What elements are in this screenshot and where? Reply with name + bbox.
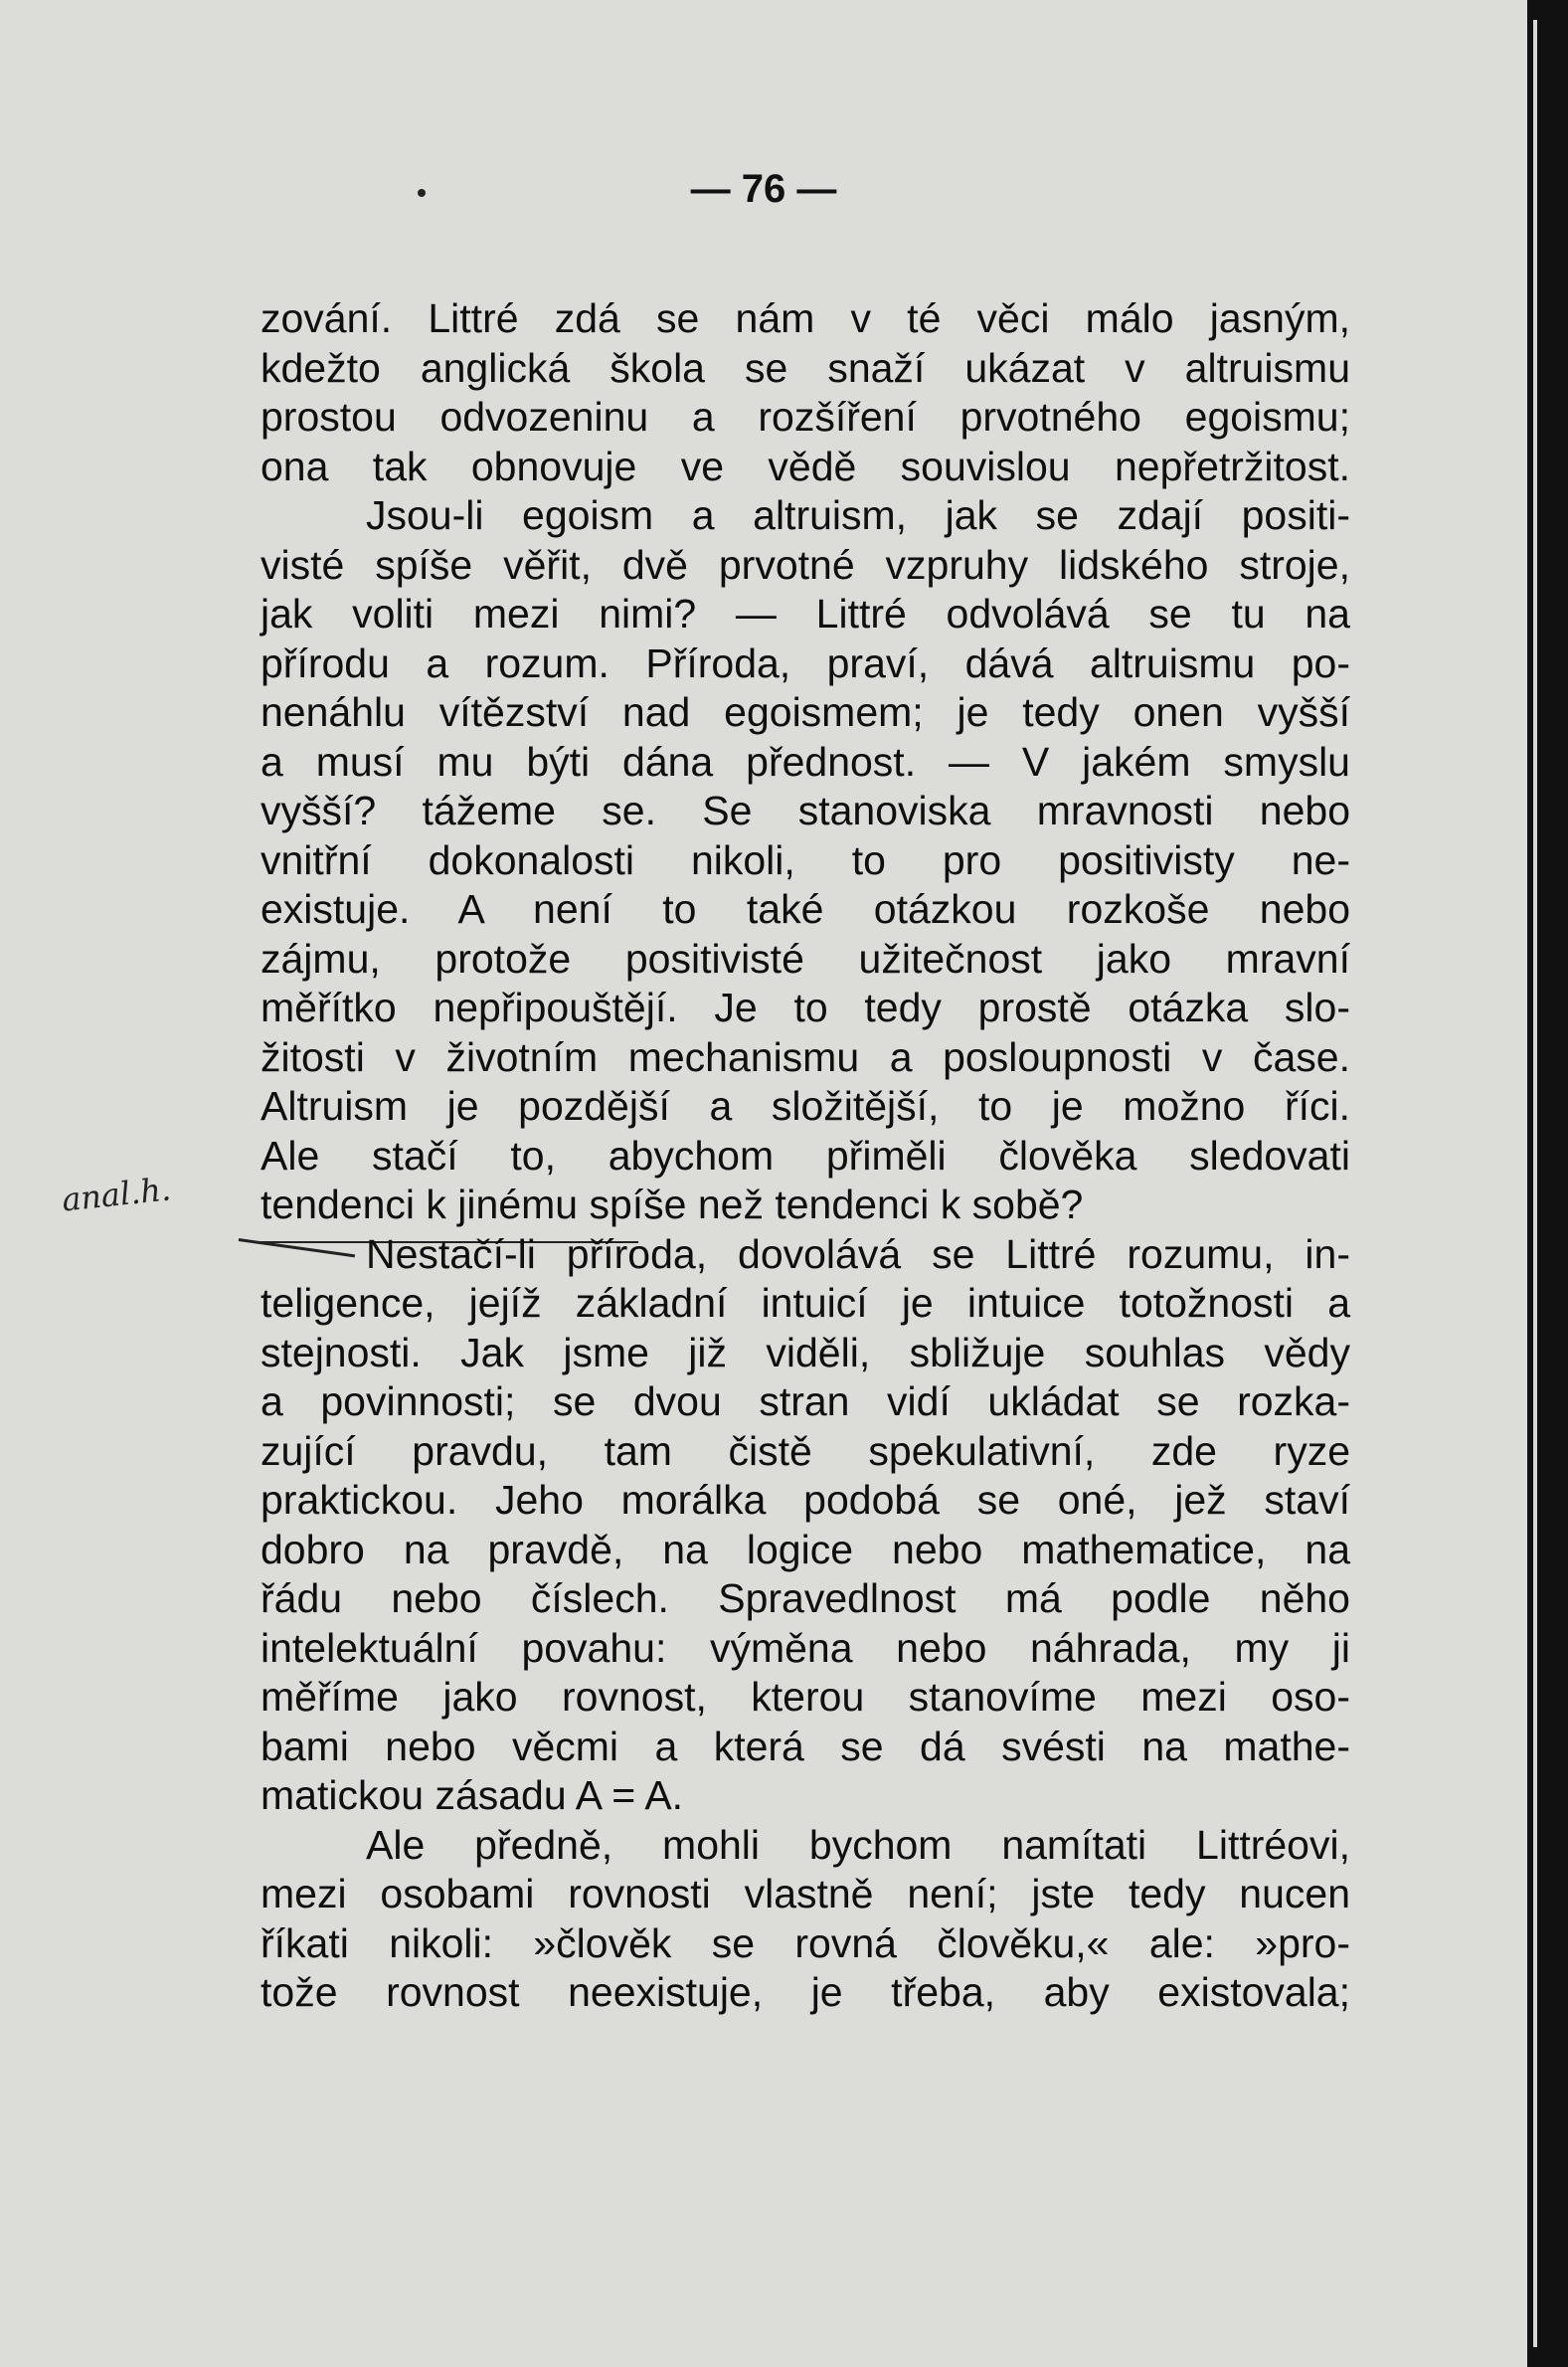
text-line: měřítko nepřipouštějí. Je to tedy prostě otázka slo-: [261, 985, 1350, 1030]
text-line: přírodu a rozum. Příroda, praví, dává altruismu po-: [261, 639, 1350, 686]
text-line: Nestačí-li příroda, dovolává se Littré rozumu, in-: [366, 1230, 1350, 1277]
text-line: řádu nebo číslech. Spravedlnost má podle něho: [261, 1575, 1350, 1621]
text-line: teligence, jejíž základní intuicí je intuice totožnosti a: [261, 1280, 1350, 1326]
text-line: vnitřní dokonalosti nikoli, to pro positivisty ne-: [261, 836, 1350, 883]
text-line: a musí mu býti dána přednost. — V jakém smyslu: [261, 738, 1350, 785]
text-line: tože rovnost neexistuje, je třeba, aby existovala;: [261, 1969, 1350, 2015]
text-line: kdežto anglická škola se snaží ukázat v altruismu: [261, 344, 1350, 391]
text-line: praktickou. Jeho morálka podobá se oné, jež staví: [261, 1477, 1350, 1523]
text-line: bami nebo věcmi a která se dá svésti na mathe-: [261, 1723, 1350, 1769]
text-line: říkati nikoli: »člověk se rovná člověku,« ale: »pro-: [261, 1919, 1350, 1966]
text-line: intelektuální povahu: výměna nebo náhrada, my ji: [261, 1624, 1350, 1671]
text-line: měříme jako rovnost, kterou stanovíme mezi oso-: [261, 1674, 1350, 1720]
text-line: zující pravdu, tam čistě spekulativní, zde ryze: [261, 1427, 1350, 1474]
text-line: dobro na pravdě, na logice nebo mathematice, na: [261, 1526, 1350, 1572]
text-line: zájmu, protože positivisté užitečnost jako mravní: [261, 935, 1350, 982]
text-line: existuje. A není to také otázkou rozkoše nebo: [261, 886, 1350, 932]
text-line: mezi osobami rovnosti vlastně není; jste tedy nucen: [261, 1871, 1350, 1916]
text-line: vyšší? tážeme se. Se stanoviska mravnosti nebo: [261, 788, 1350, 833]
page-number: — 76 —: [690, 167, 837, 211]
text-line: Ale stačí to, abychom přiměli člověka sledovati: [261, 1132, 1350, 1179]
text-line: matickou zásadu A = A.: [261, 1772, 684, 1818]
text-line: zování. Littré zdá se nám v té věci málo jasným,: [261, 295, 1350, 341]
text-line: jak voliti mezi nimi? — Littré odvolává se tu na: [261, 591, 1350, 637]
text-line: Ale předně, mohli bychom namítati Littréovi,: [366, 1821, 1350, 1868]
text-line: nenáhlu vítězství nad egoismem; je tedy onen vyšší: [261, 689, 1350, 735]
text-line: ona tak obnovuje ve vědě souvislou nepřetržitost.: [261, 443, 1350, 489]
text-line: tendenci k jinému spíše než tendenci k sobě?: [261, 1182, 1084, 1227]
text-line: a povinnosti; se dvou stran vidí ukládat se rozka-: [261, 1378, 1350, 1424]
body-text: [261, 294, 1350, 2018]
handwritten-margin-note: anal.h.: [60, 1170, 173, 1219]
text-line: visté spíše věřit, dvě prvotné vzpruhy lidského stroje,: [261, 541, 1350, 588]
text-line: Altruism je pozdější a složitější, to je možno říci.: [261, 1083, 1350, 1129]
text-line: žitosti v životním mechanismu a posloupnosti v čase.: [261, 1033, 1350, 1080]
page-edge-line: [1533, 20, 1537, 2347]
text-line: prostou odvozeninu a rozšíření prvotného egoismu;: [261, 394, 1350, 440]
text-line: stejnosti. Jak jsme již viděli, sbližuje souhlas vědy: [261, 1329, 1350, 1375]
scan-edge: [1527, 0, 1568, 2367]
text-line: Jsou-li egoism a altruism, jak se zdají positi-: [366, 492, 1350, 538]
